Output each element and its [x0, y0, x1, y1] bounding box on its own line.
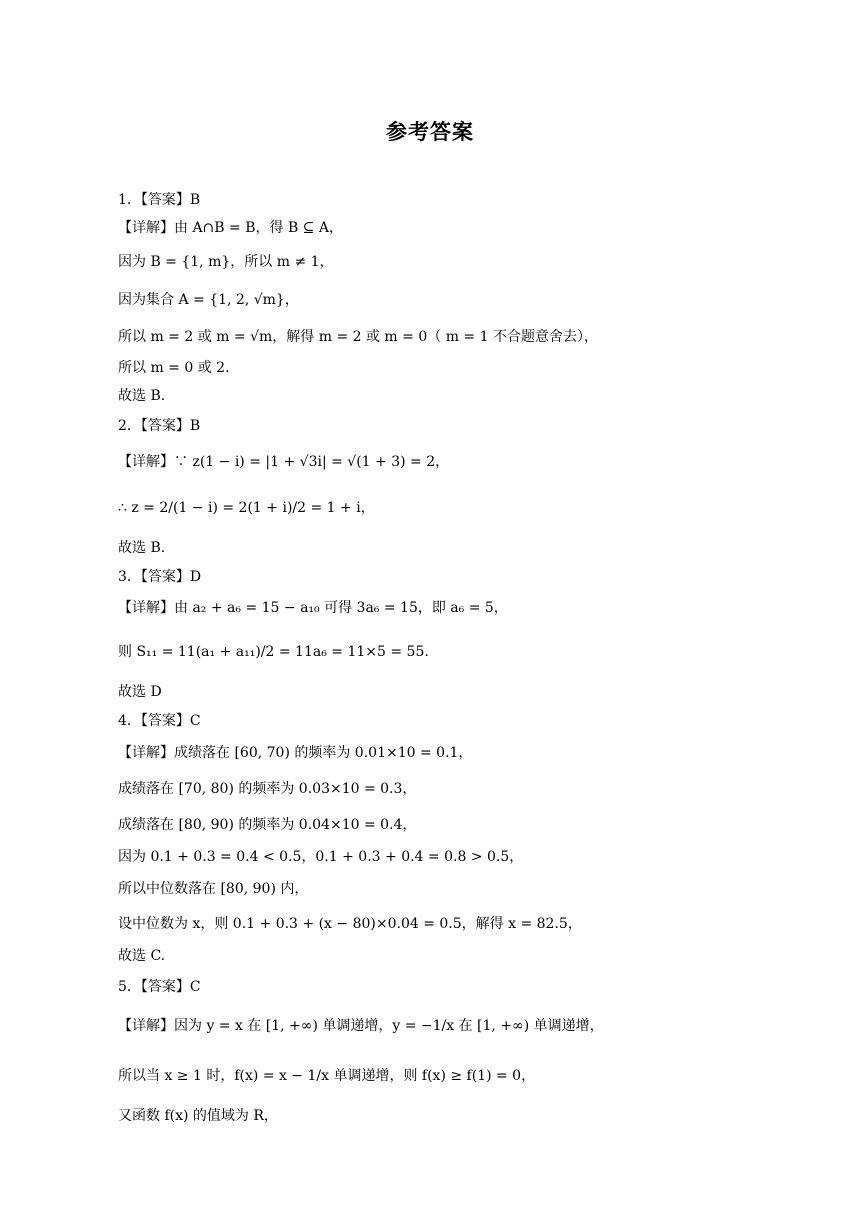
q5-line-3: 又函数 f(x) 的值域为 R，	[118, 1108, 278, 1124]
q1-answer: 1．【答案】B	[118, 192, 201, 208]
q2-line-2: ∴ z = 2/(1 − i) = 2(1 + i)/2 = 1 + i，	[118, 500, 375, 516]
q4-line-6: 设中位数为 x，则 0.1 + 0.3 + (x − 80)×0.04 = 0.5，解得 x = 82.5，	[118, 916, 582, 932]
q4-line-3: 成绩落在 [80, 90) 的频率为 0.04×10 = 0.4，	[118, 817, 417, 833]
q4-answer: 4．【答案】C	[118, 713, 201, 729]
q1-line-1: 【详解】由 A∩B = B，得 B ⊆ A，	[118, 220, 343, 236]
q5-line-1: 【详解】因为 y = x 在 [1, +∞) 单调递增，y = −1/x 在 [1, +∞) 单调递增，	[118, 1018, 604, 1034]
q5-answer: 5．【答案】C	[118, 979, 201, 995]
q1-line-2: 因为 B = {1, m}，所以 m ≠ 1，	[118, 254, 334, 270]
q5-line-2: 所以当 x ≥ 1 时，f(x) = x − 1/x 单调递增，则 f(x) ≥ f(1) = 0，	[118, 1068, 536, 1084]
q1-line-5: 所以 m = 0 或 2.	[118, 360, 230, 376]
q3-conclusion: 故选 D	[118, 684, 162, 700]
q3-line-1: 【详解】由 a₂ + a₆ = 15 − a₁₀ 可得 3a₆ = 15，即 a₆ = 5，	[118, 600, 508, 616]
q2-conclusion: 故选 B.	[118, 540, 166, 556]
q4-line-1: 【详解】成绩落在 [60, 70) 的频率为 0.01×10 = 0.1，	[118, 745, 473, 761]
q1-conclusion: 故选 B.	[118, 388, 166, 404]
page-title: 参考答案	[386, 120, 474, 144]
q1-line-4: 所以 m = 2 或 m = √m，解得 m = 2 或 m = 0（ m = 1 不合题意舍去），	[118, 329, 598, 345]
q4-line-4: 因为 0.1 + 0.3 = 0.4 < 0.5，0.1 + 0.3 + 0.4 = 0.8 > 0.5，	[118, 849, 524, 865]
q3-answer: 3．【答案】D	[118, 569, 202, 585]
q2-answer: 2．【答案】B	[118, 418, 201, 434]
q1-line-3: 因为集合 A = {1, 2, √m}，	[118, 292, 299, 308]
q4-conclusion: 故选 C.	[118, 948, 166, 964]
q3-line-2: 则 S₁₁ = 11(a₁ + a₁₁)/2 = 11a₆ = 11×5 = 55.	[118, 644, 429, 660]
q2-line-1: 【详解】∵ z(1 − i) = |1 + √3i| = √(1 + 3) = 2，	[118, 454, 450, 470]
q4-line-2: 成绩落在 [70, 80) 的频率为 0.03×10 = 0.3，	[118, 781, 417, 797]
q4-line-5: 所以中位数落在 [80, 90) 内，	[118, 881, 309, 897]
